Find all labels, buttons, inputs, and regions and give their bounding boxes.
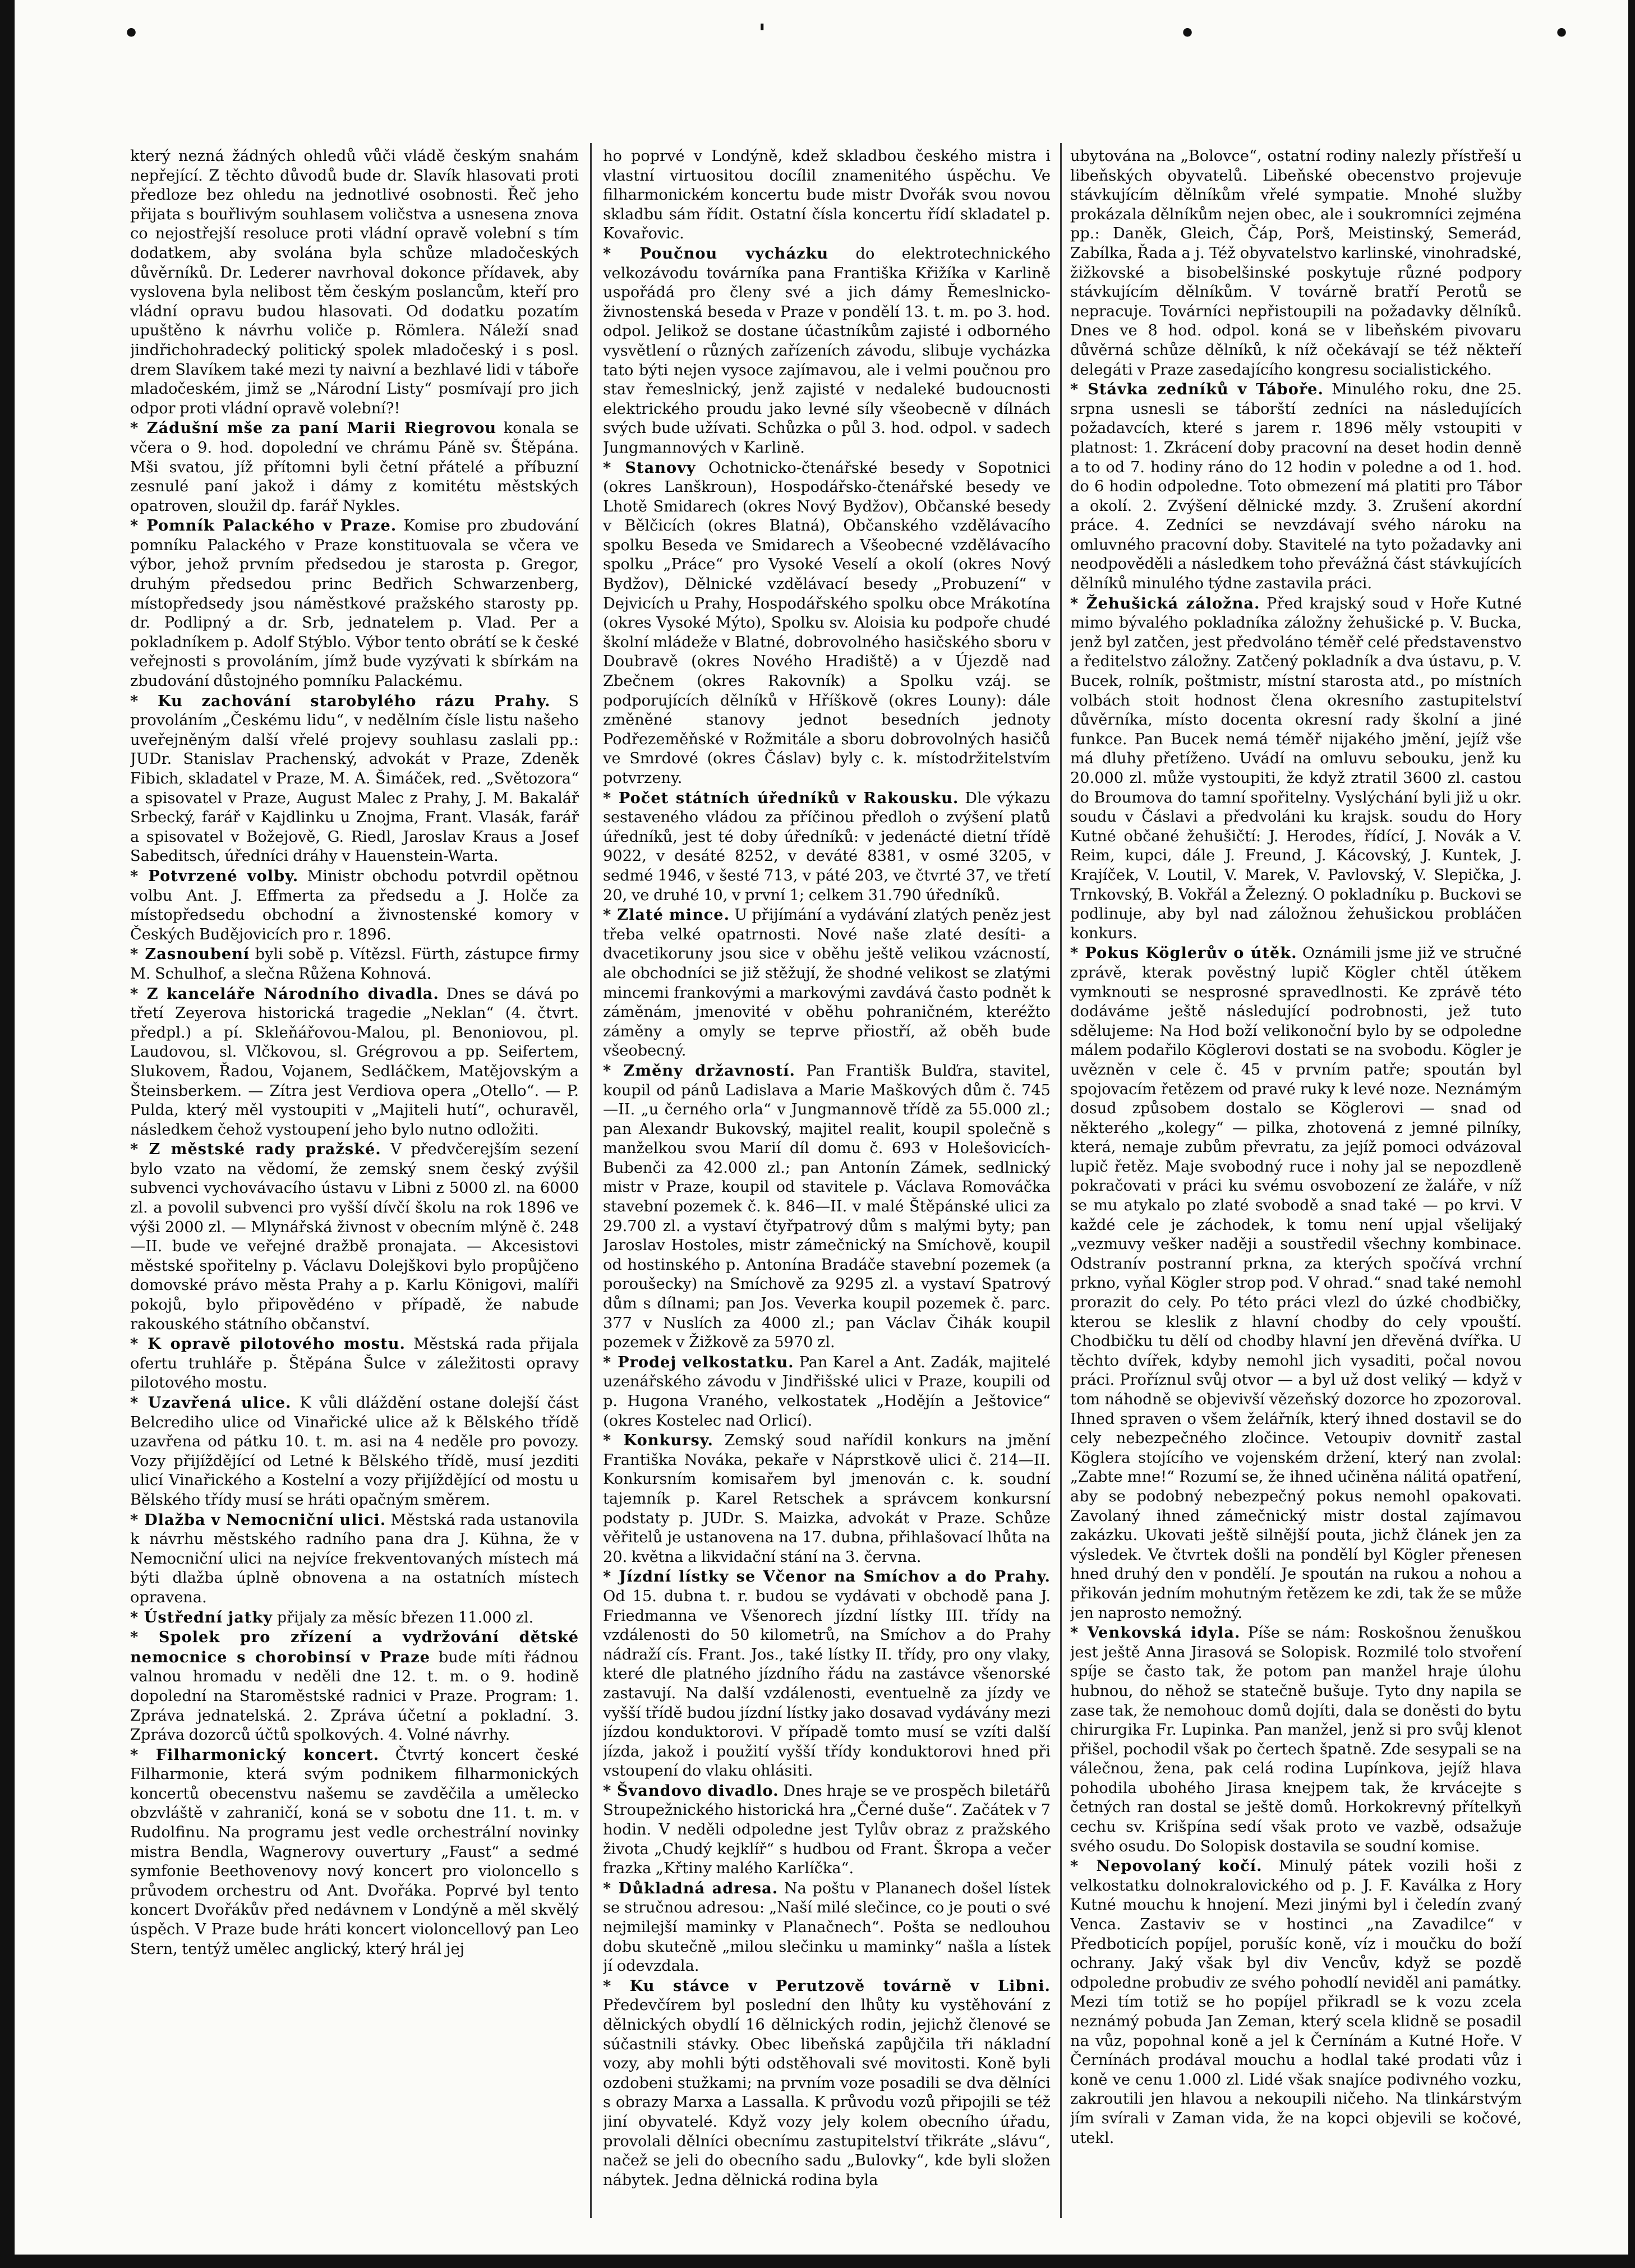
article-body: V předvčerejším sezení bylo vzato na vědomí, že zemský snem český zvýšil subvenci vychovávacího ústavu v Libni z 5000 zl. na 6000 zl. a povolil subvenci pro vyšší dívčí školu na rok 1896 ve výši 2000 zl. — Mlynářská živnost v obecním mlýně č. 248—II. bude ve veřejné dražbě pronajata. — Akcesistovi městské spořitelny p. Václavu Dolejškovi bylo propůjčeno domovské právo města Prahy a p. Karlu Königovi, malíři pokojů, bylo připovědéno v případě, že nabude rakouského státního občanství. (130, 1141, 579, 1333)
article-heading: * Pomník Palackého v Praze. (130, 517, 397, 535)
article-body: Na poštu v Plananech došel lístek se stručnou adresou: „Naší milé slečince, co je pouti o své nejmilejší maminky v Planačnech“. Pošta se nedlouhou dobu skutečně „milou slečinku u maminky“ našla a lístek jí odevzdala. (603, 1879, 1051, 1975)
column-rule-1 (590, 143, 592, 2218)
article-paragraph (130, 418, 579, 516)
article-body: Minulý pátek vozili hoši z velkostatku dolnokralovického od p. J. F. Kaválka z Hory Kutné mouchu k hnojení. Mezi jinými byl i čeledín zvaný Venca. Zastaviv se v hostinci „na Zavadilce“ v Předboticích popíjel, porušíc koně, víz i moučku do boží ochrany. Jaký však byl div Vencův, když se pozdě odpoledne probudiv ze svého pohodlí neviděl ani památky. Mezi tím totiž se ho popíjel přikradl se k vozu zcela neznámý pobuda Jan Zeman, který scela klidně se posadil na vůz, popohnal koně a jel k Černínám a Kutné Hoře. V Černínách prodával mouchu a hodlal také prodati vůz i koně ve cenu 1.000 zl. Lidé však snajíce podivného vozku, zakroutili jen hlavou a nekoupili ničeho. Na tlinkárstvým jím svírali v Zaman vida, že na kopci objevili se kočové, utekl. (1070, 1857, 1522, 2147)
article-paragraph (130, 984, 579, 1140)
article-body: bude míti řádnou valnou hromadu v neděli dne 12. t. m. o 9. hodině dopolední na Staroměstské radnici v Praze. Program: 1. Zpráva jednatelská. 2. Zpráva účetní a pokladní. 3. Zpráva dozorců účtů spolkových. 4. Volné návrhy. (130, 1648, 579, 1744)
article-paragraph (1070, 1856, 1522, 2148)
article-body: Ochotnicko-čtenářské besedy v Sopotnici (okres Lanškroun), Hospodářsko-čtenářské besedy ve Lhotě Smidarech (okres Nový Bydžov), Občanské besedy v Bělčicích (okres Blatná), Občanského vzdělávacího spolku Beseda ve Smidarech a Všeobecné vzdělávacího spolku „Práce“ pro Vysoké Veselí a okolí (okres Nový Bydžov), Dělnické vzdělávací besedy „Probuzení“ v Dejvicích u Prahy, Hospodářského spolku obce Mrákotína (okres Vysoké Mýto), Spolku sv. Aloisia ku podpoře chudé školní mládeže v Blatné, dobrovolného hasičského sboru v Doubravě (okres Nového Hradiště) a v Újezdě nad Zbečnem (okres Rakovník) a Spolku vzáj. se podporujících dělníků v Hříškově (okres Louny): dále změněné stanovy jednot besedních jednoty Podřezeměňské v Rožmitále a sboru dobrovolných hasičů ve Smrdové (okres Čáslav) byly c. k. místodržitelstvím potvrzeny. (603, 459, 1051, 787)
article-paragraph (130, 1510, 579, 1608)
article-paragraph (130, 1745, 579, 1960)
article-paragraph (603, 1567, 1051, 1781)
article-heading: * Ku stávce v Perutzově továrně v Libni. (603, 1976, 1051, 1995)
article-heading: * Zlaté mince. (603, 906, 730, 924)
article-body: S provoláním „Českému lidu“, v nedělním čísle listu našeho uveřejněným další vřelé projevy souhlasu zaslali pp.: JUDr. Stanislav Prachenský, advokát v Praze, Zdeněk Fibich, skladatel v Praze, M. A. Šimáček, red. „Světozora“ a spisovatel v Praze, August Malec z Prahy, J. M. Bakalář Srbecký, farář v Kajdlinku u Znojma, Frant. Vlasák, farář a spisovatel v Božejově, G. Riedl, Jaroslav Kraus a Josef Sabeditsch, úředníci dráhy v Hauenstein-Warta. (130, 692, 579, 865)
article-heading: * Počet státních úředníků v Rakousku. (603, 789, 959, 807)
article-body: Před krajský soud v Hoře Kutné mimo bývalého pokladníka záložny žehušické p. V. Bucka, jenž byl zatčen, jest předvoláno téměř celé představenstvo a ředitelstvo záložny. Zatčený pokladník a dva ústavu, p. V. Bucek, rolník, poštmistr, místní starosta atd., po místních volbách stoit hodnost člena okresního zastupitelství důvěrníka, místo docenta okresní rady školní a jiné funkce. Pan Bucek nemá téměř nijakého jmění, jejíž vše má dluhy přetíženo. Uvádí na omluvu sebouku, jenž ku 20.000 zl. může vystoupiti, že když ztratil 3600 zl. castou do Broumova do tamní spořitelny. Vyslýchání byli již u okr. soudu v Čáslavi a předvoláni ku krajsk. soudu do Hory Kutné občané žehušičtí: J. Herodes, řídící, J. Novák a V. Reim, kupci, dále J. Freund, J. Kácovský, J. Kuntek, J. Krajíček, V. Loutil, V. Marek, V. Pavlovský, V. Slepička, J. Trnkovský, B. Vokřál a Železný. O pokladníku p. Buckovi se podlinuje, aby byl nad záložnou žehušickou probláčen konkurs. (1070, 594, 1522, 942)
article-body: U přijímání a vydávání zlatých peněz jest třeba velké opatrnosti. Nové naše zlaté desíti- a dvacetikoruny jsou sice v oběhu ještě velikou vzácností, ale obchodníci se již stěžují, že shodné velikost se zlatými mincemi frankovými a markovými zavdává často podnět k záměnám, jmenovité v oběhu pohraničném, kteréžto záměny a omyly se teprve přiostří, až oběh bude všeobecný. (603, 906, 1051, 1060)
article-body: Oznámili jsme již ve stručné zprávě, kterak pověstný lupič Kögler chtěl útěkem vymknouti se nesprosné spravedlnosti. Ke zprávě této dodáváme ještě následující podrobnosti, jež tuto sdělujeme: Na Hod boží velikonoční bylo by se odpoledne málem podařilo Köglerovi dostati se na svobodu. Kögler je uvězněn v cele č. 45 v prvním patře; spoután byl spojovacím řetězem od pravé ruky k levé noze. Neznámým dosud způsobem dostalo se Köglerovi — snad od některého „kolegy“ — pilka, zhotovená z jemné pilníky, která, nemaje zubům převratu, za jejíž pomoci odvázoval lupič řetěz. Maje svobodný ruce i nohy jal se nepozdleně pokračovati v práci ku svému osvobození ze žaláře, v níž se mu atykalo po zlaté svobodě a snad také — po krvi. V každé cele je záchodek, k tomu není upjal všelijaký „vezmuvy vešker naději a soustředil všechny kombinace. Odstranív postranní prkna, za kterých spočívá vrchní prkno, vyňal Kögler strop pod. V ohrad.“ snad také nemohl prorazit do cely. Po této práci vlezl do úzké chodbičky, kterou se kleslik z hlavní chodby do cely vpouští. Chodbičku tu dělí od chodby hlavní jen dřevěná dvířka. U těchto dvířek, kdyby nemohl jich vysaditi, počal novou práci. Proříznul svůj otvor — a byl už dost veliký — když v tom náhodně se objevivší vězeňský dozorce ho zpozoroval. Ihned spraven o všem želářník, který ihned dostavil se do cely nebezpečného zločince. Vetoupiv dovnitř zastal Köglera stojícího ve vojenském držení, který nan zvolal: „Zabte mne!“ Rozumí se, že ihned učiněna nálitá opatření, aby se podobný nebezpečný pokus nemohl opakovati. Zavolaný ihned zámečnický mistr dostal zajímavou zakázku. Ukovati ještě silnější pouta, jichž článek jen za výsledek. Ve čtvrtek došli na pondělí byl Kögler přenesen hned druhý den v pondělí. Je spoután na rukou a nohou a přikován jedním mohutným řetězem ke zdi, tak že se může jen naprosto nemožný. (1070, 944, 1522, 1622)
article-heading: * Ku zachování starobylého rázu Prahy. (130, 692, 551, 710)
article-paragraph (603, 1976, 1051, 2191)
article-body: Dnes hraje se ve prospěch biletářů Stroupežnického historická hra „Černé duše“. Začátek v 7 hodin. V neděli odpoledne jest Tylův obraz z pražského života „Chudý kejklíř“ s hudbou od Frant. Škropa a večer frazka „Křtiny malého Karlíčka“. (603, 1782, 1051, 1878)
article-body: Dle výkazu sestaveného vládou za příčinou předloh o zvýšení platů úředníků, jest té doby úředníků: v jedenácté dietní třídě 9022, v desáté 8252, v deváté 8381, v osmé 3205, v sedmé 1946, v šesté 713, v páté 203, ve čtvrté 37, ve třetí 20, ve druhé 10, v první 1; celkem 31.790 úředníků. (603, 789, 1051, 904)
article-heading: * Poučnou vycházku (603, 244, 829, 262)
article-body: do elektrotechnického velkozávodu továrníka pana Františka Křižíka v Karlině uspořádá pro členy své a jich dámy Řemeslnicko-živnostenská beseda v Praze v pondělí 13. t. m. po 3. hod. odpol. Jelikož se dostane účastníkům zajisté i odborného vysvětlení o různých zařízeních závodu, slibuje vycházka tato býti nejen vysoce zajímavou, ale i velmi poučnou pro stav řemeslnický, jenž zajisté v nedaleké budoucnosti elektrického proudu jako levné síly všeobecně v dílnách svých bude užívati. Schůzka o půl 3. hod. odpol. v sadech Jungmannových v Karlině. (603, 245, 1051, 457)
article-heading: * Prodej velkostatku. (603, 1353, 794, 1371)
article-heading: * Z kanceláře Národního divadla. (130, 984, 439, 1003)
right-edge-line (1628, 0, 1635, 2268)
article-paragraph (603, 1879, 1051, 1976)
article-heading: * Spolek pro zřízení a vydržování dětské nemocnice s chorobinsí v Praze (130, 1628, 579, 1666)
article-body: byli sobě p. Vítězsl. Fürth, zástupce firmy M. Schulhof, a slečna Růžena Kohnová. (130, 946, 579, 983)
article-body: Pan Karel a Ant. Zadák, majitelé uzenářského závodu v Jindřišské ulici v Praze, koupili od p. Hugona Vraného, velkostatek „Hodějín a Ještovice“ (okres Kostelec nad Orlicí). (603, 1353, 1051, 1430)
scan-mark-2: ' (758, 19, 766, 48)
article-paragraph (130, 692, 579, 866)
article-heading: * K opravě pilotového mostu. (130, 1335, 406, 1353)
article-paragraph (130, 1140, 579, 1334)
article-body: Od 15. dubna t. r. budou se vydávati v obchodě pana J. Friedmanna ve Všenorech jízdní lístky III. třídy na vzdálenosti do 50 kilometrů, na Smíchov a do Prahy nádraží cís. Frant. Jos., také lístky II. třídy, pro ony vlaky, které dle platného jízdního řádu na zastávce všenorské zastavují. Na další vzdálenosti, eventuelně za jízdy ve vyšší třídě budou jízdní lístky jako dosavad vydávány mezi jízdou konduktorovi. V případě tomto musí se vzíti další jízda, jakož i použití vyšší třídy konduktorovi hned při vstoupení do vlaku ohlásiti. (603, 1587, 1051, 1780)
article-heading: * Venkovská idyla. (1070, 1624, 1241, 1642)
article-paragraph (1070, 594, 1522, 944)
article-heading: * Konkursy. (603, 1431, 713, 1450)
article-paragraph (603, 147, 1051, 244)
article-heading: * Dlažba v Nemocniční ulici. (130, 1510, 386, 1529)
article-paragraph (130, 1334, 579, 1393)
article-heading: * Filharmonický koncert. (130, 1745, 380, 1764)
article-body: který nezná žádných ohledů vůči vládě českým snahám nepřející. Z těchto důvodů bude dr. Slavík hlasovati proti předloze bez ohledu na jednotlivé osobnosti. Řeč jeho přijata s bouřlivým souhlasem voličstva a usnesena znova co nejostřejší resoluce proti vládní opravě volební s tím dodatkem, aby svolána byla schůze mladočeských důvěrníků. Dr. Lederer navrhoval dokonce přídavek, aby vyslovena byla nelibost těm českým poslancům, kteří pro vládní opravu budou hlasovati. Od dodatku pozatím upuštěno k návrhu voliče p. Römlera. Náleží snad jindřichohradecký politický spolek mladočeský i s posl. drem Slavíkem také mezi ty naivní a bezhlavé lidi v táboře mladočeském, jimž se „Národní Listy“ posmívají pro jich odpor proti vládní opravě volební?! (130, 147, 579, 417)
article-body: Píše se nám: Roskošnou ženuškou jest ještě Anna Jirasová se Solopisk. Rozmilé tolo stvoření spíje se často tak, že potom pan manžel hraje úlohu hubnou, do něhož se statečně bušuje. Tyto dny napila se zase tak, že nemohouc domů dojíti, dala se doněsti do bytu chirurgika Fr. Lupinka. Pan manžel, jenž si pro svůj klenot přišel, pochodil však po čertech špatně. Zde sesypali se na válečnou, žena, pak celá rodina Lupínkova, jejíž hlava pohodila ubohého Jirasa knejpem tak, že krvácejte s četných ran dostal se ještě domů. Horkokrevný přítelkyň cechu sv. Krišpína sedí však proto ve vazbě, odsažuje svého osudu. Do Solopisk dostavila se soudní komise. (1070, 1624, 1522, 1855)
article-heading: * Důkladná adresa. (603, 1879, 779, 1897)
article-heading: * Ústřední jatky (130, 1608, 273, 1626)
article-paragraph (1070, 380, 1522, 594)
article-paragraph (603, 1353, 1051, 1431)
left-edge-shadow (0, 0, 15, 2268)
article-body: Pan Františk Bulďra, stavitel, koupil od pánů Ladislava a Marie Maškových dům č. 745—II. „u černého orla“ v Jungmannově třídě za 55.000 zl.; pan Alexandr Bukovský, majitel realit, koupil společně s manželkou svou Marií díl domu č. 693 v Holešovicích-Bubenči za 42.000 zl.; pan Antonín Zámek, sedlnický mistr v Praze, koupil od stavitele p. Václava Romováčka stavební pozemek č. k. 846—II. v malé Štěpánské ulici za 29.700 zl. a vystaví čtyřpatrový dům s malými byty; pan Jaroslav Hostoles, mistr zámečnický na Smíchově, koupil od hostinského p. Antonína Bradáče stavební pozemek (a poroušecky) na Smíchově za 9295 zl. a vystaví Spatrový dům s dílnami; pan Jos. Veverka koupil pozemek č. parc. 377 v Nuslích za 4000 zl.; pan Václav Čihák koupil pozemek v Žižkově za 5970 zl. (603, 1062, 1051, 1352)
article-heading: * Stávka zedníků v Táboře. (1070, 380, 1324, 399)
scan-mark-4: • (1554, 19, 1570, 48)
article-paragraph (1070, 147, 1522, 380)
article-heading: * Stanovy (603, 458, 696, 477)
article-paragraph (130, 866, 579, 944)
column-2 (603, 147, 1051, 2222)
article-paragraph (603, 1781, 1051, 1879)
article-paragraph (603, 1061, 1051, 1353)
article-body: Dnes se dává po třetí Zeyerova historická tragedie „Neklan“ (4. čtvrt. předpl.) a pí. Skleňářovou-Malou, pl. Benoniovou, pl. Laudovou, sl. Vlčkovou, sl. Grégrovou a pp. Seifertem, Slukovem, Řadou, Vojanem, Sedláčkem, Matějovským a Šteinsberkem. — Zítra jest Verdiova opera „Otello“. — P. Pulda, který měl vystoupiti v „Majiteli hutí“, ochuravěl, následkem čehož vystoupení jeho bylo nutno odložiti. (130, 985, 579, 1138)
bottom-edge-shadow (0, 2255, 1635, 2268)
article-body: Zemský soud nařídil konkurs na jmění Františka Nováka, pekaře v Náprstkově ulici č. 214—II. Konkursním komisařem byl jmenován c. k. soudní tajemník p. Karel Retschek a správcem konkursní podstaty p. JUDr. S. Maizka, advokát v Praze. Schůze věřitelů je ustanovena na 17. dubna, přihlašovací lhůta na 20. května a likvidační stání na 3. června. (603, 1432, 1051, 1566)
article-paragraph (130, 944, 579, 984)
article-paragraph (603, 458, 1051, 789)
article-body: konala se včera o 9. hod. dopolední ve chrámu Páně sv. Štěpána. Mši svatou, jíž přítomni byli četní přátelé a příbuzní zesnulé paní jakož i dámy z komitétu městských opatroven, sloužil dp. farář Nykles. (130, 420, 579, 515)
article-heading: * Potvrzené volby. (130, 866, 299, 885)
article-heading: * Zasnoubení (130, 945, 250, 964)
article-paragraph (603, 905, 1051, 1061)
article-heading: * Zádušní mše za paní Marii Riegrovou (130, 419, 497, 437)
article-body: Ministr obchodu potvrdil opětnou volbu Ant. J. Effmerta za předsedu a J. Holče za místopředsedu obchodní a živnostenské komory v Českých Budějovicích pro r. 1896. (130, 867, 579, 943)
article-body: ubytována na „Bolovce“, ostatní rodiny nalezly přístřeší u libeňských obyvatelů. Libeňské obecenstvo projevuje stávkujícím dělníkům vřelé sympatie. Mnohé služby prokázala dělníkům nejen obec, ale i soukromníci zejména pp.: Daněk, Gleich, Čáp, Porš, Meistinský, Semerád, Zabílka, Řada a j. Též obyvatelstvo karlinské, vinohradské, žižkovské a bisobelšinské poskytuje různé podpory stávkujícím dělníkům. V továrně bratří Perotů se nepracuje. Továrníci nepřistoupili na požadavky dělníků. Dnes ve 8 hod. odpol. koná se v libeňském pivovaru důvěrná schůze dělníků, k níž očekávají se též někteří delegáti v Praze zasedajícího kongresu socialistického. (1070, 147, 1522, 379)
article-body: Komise pro zbudování pomníku Palackého v Praze konstituovala se včera ve výbor, jehož prvním předsedou je starosta p. Gregor, druhým předsedou princ Bedřich Schwarzenberg, místopředsedy jsou náměstkové pražského starosty pp. dr. Podlipný a dr. Srb, jednatelem p. Vlad. Per a pokladníkem p. Adolf Stýblo. Výbor tento obrátí se k české veřejnosti s provoláním, jímž bude vyzývati k sbírkám na zbudování důstojného pomníku Palackému. (130, 517, 579, 690)
article-body: přijaly za měsíc březen 11.000 zl. (273, 1608, 534, 1626)
article-heading: * Žehušická záložna. (1070, 594, 1260, 612)
article-body: Minulého roku, dne 25. srpna usnesli se táborští zedníci na následujících požadavcích, které s jarem r. 1896 měly vstoupiti v platnost: 1. Zkrácení doby pracovní na deset hodin denně a to od 7. hodiny ráno do 12 hodin v poledne a od 1. hod. do 6 hodin odpoledne. Toto obmezení má platiti pro Tábor a okolí. 2. Zvýšení dělnické mzdy. 3. Zrušení akordní práce. 4. Zedníci se nevzdávají svého nároku na omluvného pracovní doby. Stavitelé na tyto požadavky ani neodpověděli a následkem toho převážná část stávkujících dělníků minulého týdne zastavila práci. (1070, 381, 1522, 593)
column-1 (130, 147, 579, 2222)
article-paragraph (130, 1393, 579, 1510)
column-3 (1070, 147, 1522, 2222)
article-paragraph (130, 147, 579, 418)
article-paragraph (603, 244, 1051, 458)
article-heading: * Uzavřená ulice. (130, 1394, 292, 1412)
article-heading: * Nepovolaný kočí. (1070, 1857, 1263, 1875)
column-rule-2 (1060, 143, 1062, 2218)
article-body: ho poprvé v Londýně, kdež skladbou českého mistra i vlastní virtuositou docílil znamenitého úspěchu. Ve filharmonickém koncertu bude mistr Dvořák svou novou skladbu sám řídit. Ostatní čísla koncertu řídí skladatel p. Kovařovic. (603, 147, 1051, 243)
article-heading: * Změny državností. (603, 1061, 795, 1080)
scan-mark-3: • (1180, 19, 1196, 48)
article-heading: * Pokus Köglerův o útěk. (1070, 944, 1297, 962)
article-body: K vůli dláždění ostane dolejší část Belcrediho ulice od Vinařické ulice až k Bělského třídě uzavřena od pátku 10. t. m. asi na 4 neděle pro povozy. Vozy přijíždějící od Letné k Bělského třídě, musí jezditi ulicí Vinařického a Kostelní a vozy přijíždějící od mostu u Bělského třídy musí se hráti opačným směrem. (130, 1394, 579, 1509)
article-paragraph (130, 1628, 579, 1745)
article-body: Městská rada přijala ofertu truhláře p. Štěpána Šulce v záležitosti opravy pilotového mostu. (130, 1335, 579, 1392)
scan-mark-1: • (123, 19, 140, 48)
article-paragraph (130, 516, 579, 691)
article-paragraph (603, 789, 1051, 906)
article-heading: * Z městské rady pražské. (130, 1140, 381, 1159)
article-paragraph (1070, 1623, 1522, 1856)
article-paragraph (1070, 943, 1522, 1623)
article-heading: * Švandovo divadlo. (603, 1781, 779, 1800)
article-body: Čtvrtý koncert české Filharmonie, která svým podnikem filharmonických koncertů obecenstvu našemu se zavděčila a umělecko obzvláště v zahraničí, koná se v sobotu dne 11. t. m. v Rudolfinu. Na programu jest vedle orchestrální novinky mistra Bendla, Wagnerovy ouvertury „Faust“ a sedmé symfonie Beethovenovy nový koncert pro violoncello s průvodem orchestru od Ant. Dvořáka. Poprvé byl tento koncert Dvořákův před nedávnem v Londýně a měl skvělý úspěch. V Praze bude hráti koncert violoncellový pan Leo Stern, tentýž umělec anglický, který hrál jej (130, 1746, 579, 1958)
article-body: Městská rada ustanovila k návrhu městského radního pana dra J. Kühna, že v Nemocniční ulici na nejvíce frekventovaných místech má býti dlažba úplně obnovena a na ostatních místech opravena. (130, 1511, 579, 1606)
article-heading: * Jízdní lístky se Včenor na Smíchov a do Prahy. (603, 1568, 1051, 1586)
article-paragraph (130, 1608, 579, 1628)
article-body: Předevčírem byl poslední den lhůty ku vystěhování z dělnických obydlí 16 dělnických rodin, jejichž členové se súčastnili stávky. Obec libeňská zapůjčila tři nákladní vozy, aby mohli býti odstěhovali své movitosti. Koně byli ozdobeni stužkami; na prvním voze posadili se dva dělníci s obrazy Marxa a Lassalla. K průvodu vozů připojili se též jiní obyvatelé. Když vozy jely kolem obecního úřadu, provolali dělníci obecnímu zastupitelství třikráte „slávu“, načež se jeli do obecního sadu „Bulovky“, kde byli složen nábytek. Jedna dělnická rodina byla (603, 1997, 1051, 2189)
article-paragraph (603, 1431, 1051, 1567)
